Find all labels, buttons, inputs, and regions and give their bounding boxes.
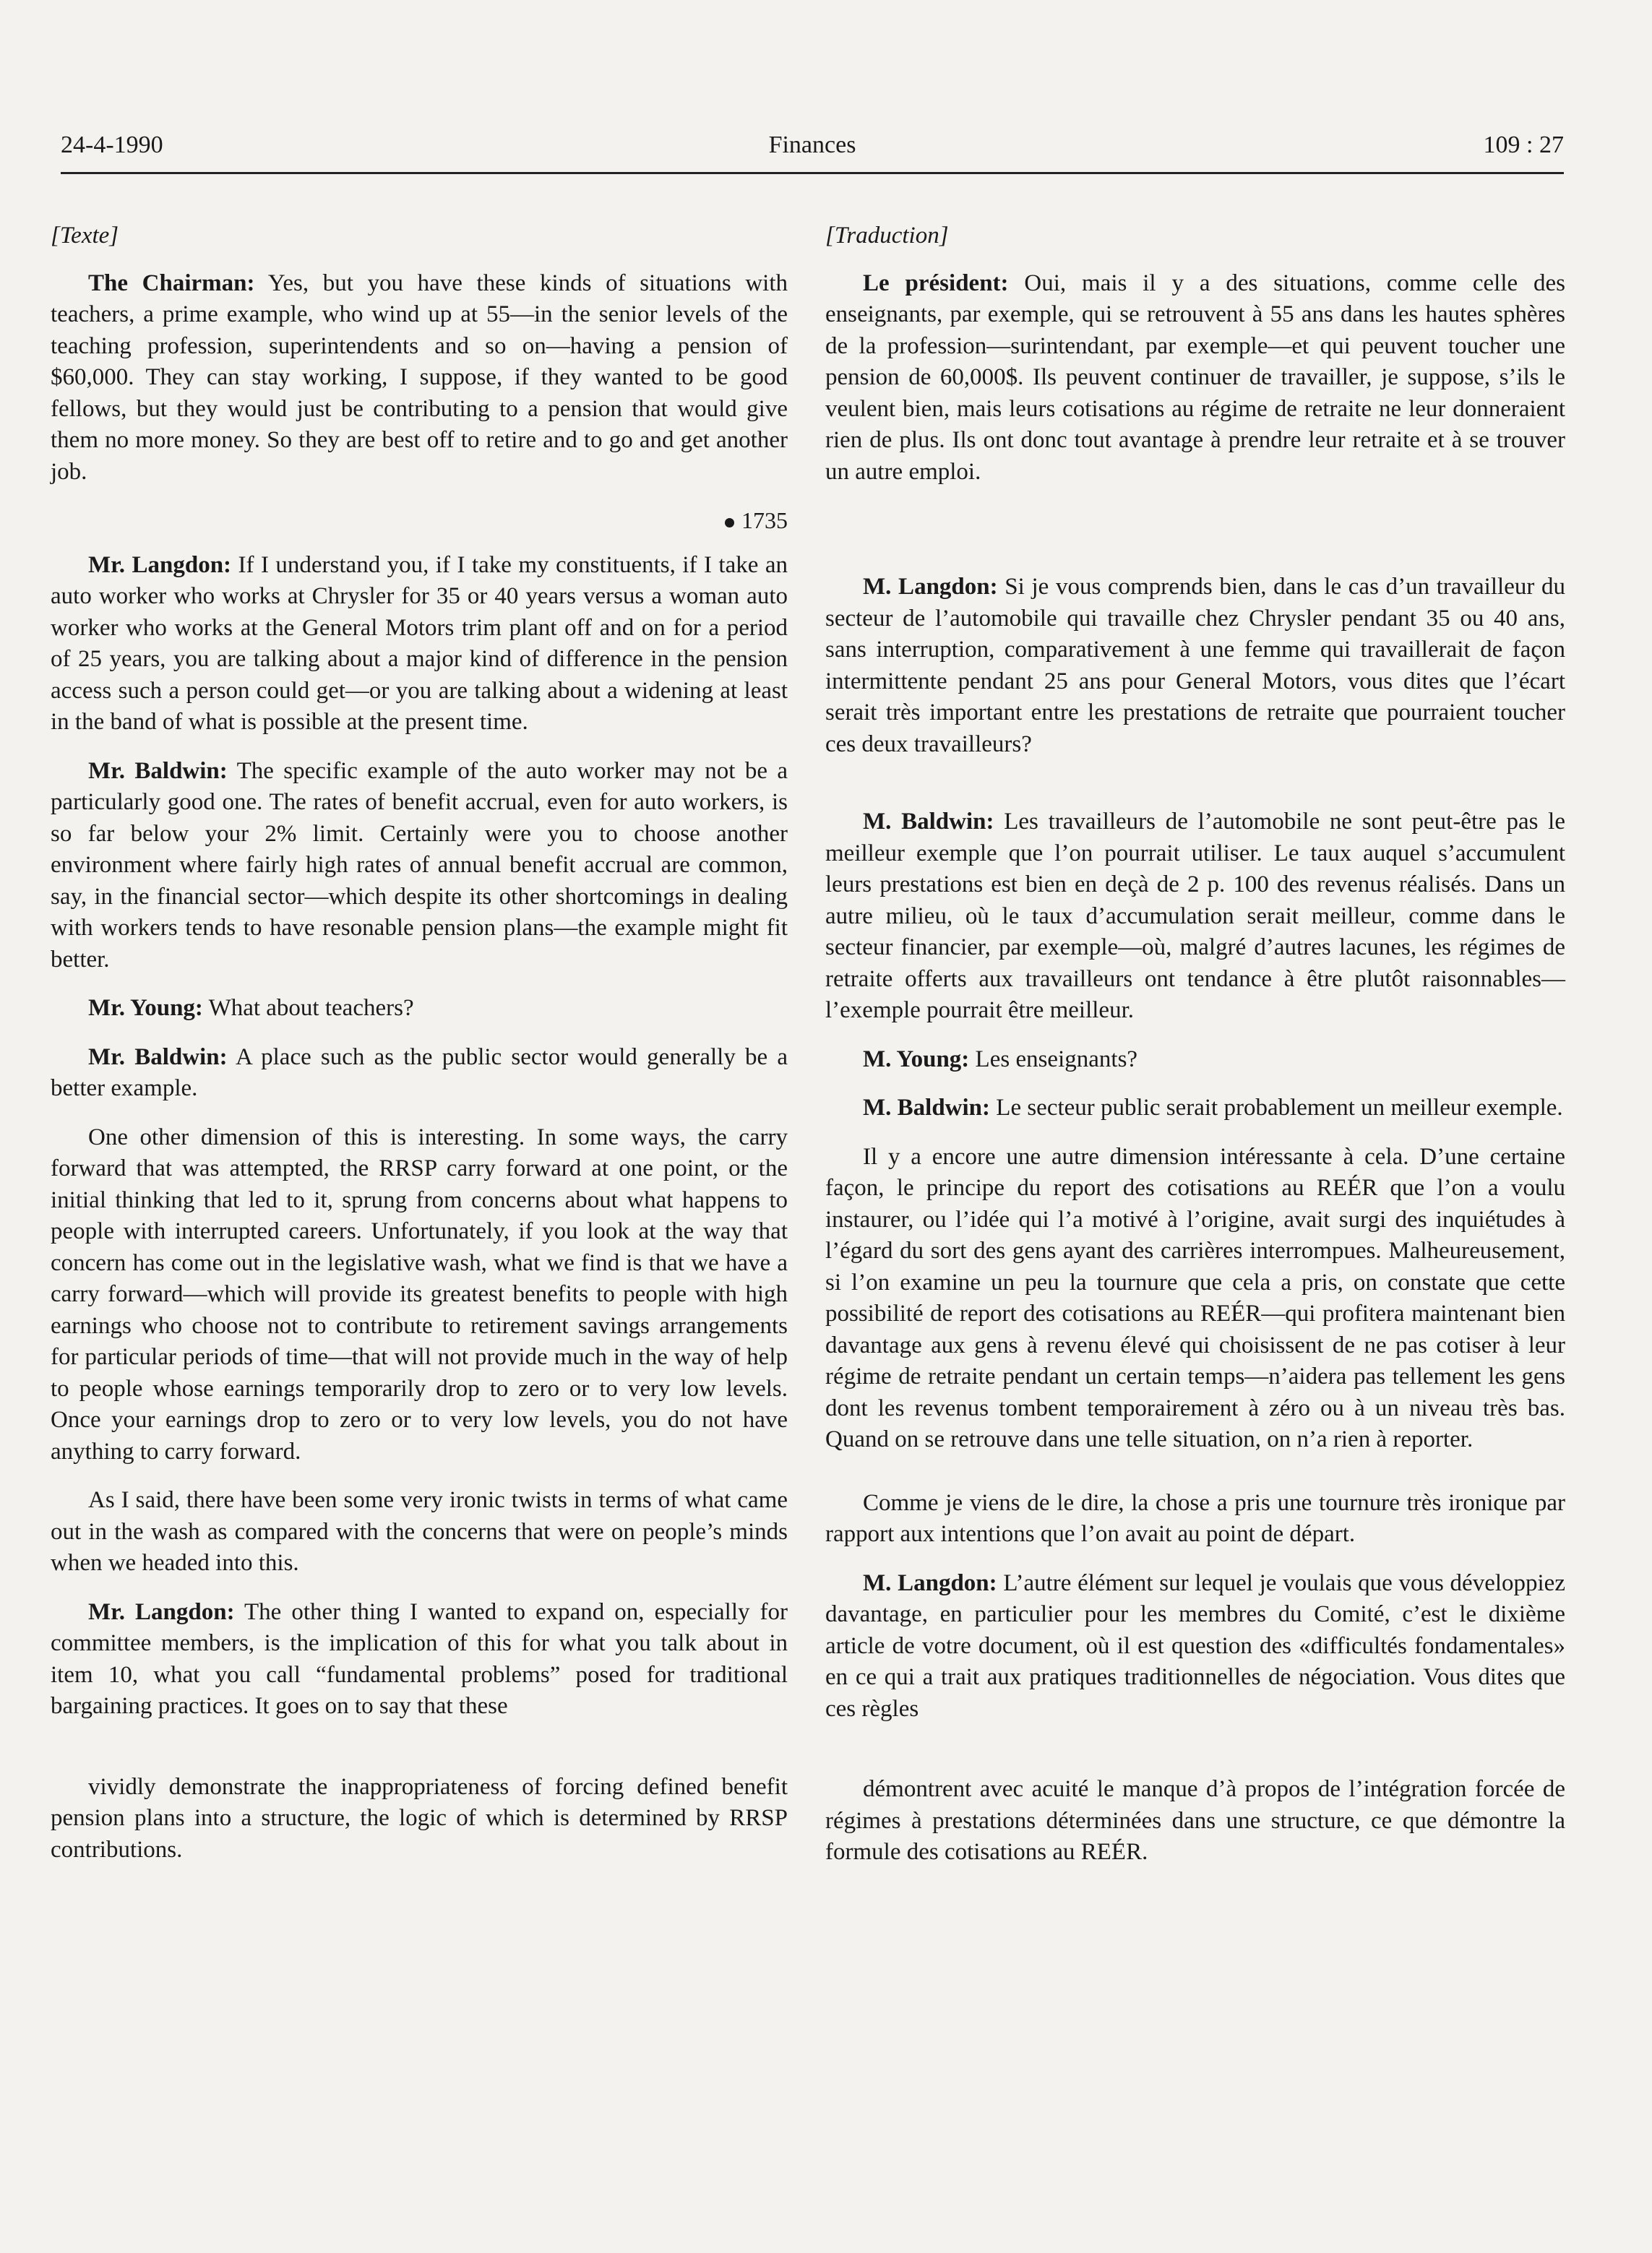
speech-text: If I understand you, if I take my constituents, if I take an auto worker who works at Chrysler for 35 or 40 years versus a woman auto worker who works at the General Motors trim plant off and on for a period of 25 years, you are talking about a major kind of difference in the pension access such a person could get—or you are talking about a widening at least in the band of what is possible at the present time. <box>51 551 788 735</box>
paragraph <box>51 1597 788 1723</box>
quoted-paragraph: vividly demonstrate the inappropriateness of forcing defined benefit pension plans into a structure, the logic of which is determined by RRSP contributions. <box>51 1773 788 1863</box>
speaker-name: The Chairman: <box>88 270 255 296</box>
paragraph <box>825 572 1565 760</box>
paragraph: Il y a encore une autre dimension intéressante à cela. D’une certaine façon, le principe du report des cotisations au REÉR que l’on a voulu instaurer, ou l’idée qui l’a motivé à l’origine, avait surgi des inquiétudes à l’égard du sort des gens ayant des carrières interrompues. Malheureusement, si l’on examine un peu la tournure que cela a pris, on constate que cette possibilité de report des cotisations au REÉR—qui profitera maintenant bien davantage aux gens à revenu élevé qui choisissent de ne pas cotiser à leur régime de retraite pendant un certain temps—n’aidera pas tellement les gens dont les revenus tombent temporairement à zéro ou à un niveau très bas. Quand on se retrouve dans une telle situation, on n’a rien à reporter. <box>825 1143 1565 1452</box>
paragraph <box>825 268 1565 488</box>
spacer <box>825 505 1565 572</box>
speaker-name: Le président: <box>863 270 1009 296</box>
speaker-name: Mr. Baldwin: <box>88 757 228 784</box>
paragraph <box>51 756 788 976</box>
spacer <box>825 1742 1565 1774</box>
speech-text: Yes, but you have these kinds of situations with teachers, a prime example, who wind up at 55—in the senior levels of the teaching profession, superintendents and so on—having a pension of $60,000. They can stay working, I suppose, if they wanted to be good fellows, but they would just be contributing to a pension that would give them no more money. So they are best off to retire and to go and get another job. <box>51 270 788 485</box>
speech-text: Oui, mais il y a des situations, comme celle des enseignants, par exemple, qui se retrouvent à 55 ans dans les hautes sphères de la profession—surintendant, par exemple—et qui peuvent toucher une pension de 60,000$. Ils peuvent continuer de travailler, je suppose, s’ils le veulent bien, mais leurs cotisations au régime de retraite ne leur donneraient rien de plus. Ils ont donc tout avantage à prendre leur retraite et à se trouver un autre emploi. <box>825 270 1565 485</box>
french-column <box>825 206 1565 1886</box>
paragraph <box>825 1093 1565 1124</box>
bullet-icon <box>725 518 734 527</box>
paragraph <box>825 1044 1565 1076</box>
speaker-name: M. Langdon: <box>863 574 998 600</box>
header-title: Finances <box>768 132 856 158</box>
paragraph <box>825 1568 1565 1726</box>
paragraph: Comme je viens de le dire, la chose a pris une tournure très ironique par rapport aux intentions que l’on avait au point de départ. <box>825 1489 1565 1547</box>
speaker-name: Mr. Baldwin: <box>88 1043 228 1070</box>
speaker-name: M. Baldwin: <box>863 809 994 835</box>
speaker-name: Mr. Langdon: <box>88 1598 235 1625</box>
page-header <box>61 129 1564 174</box>
spacer <box>825 777 1565 806</box>
timestamp-marker <box>51 505 788 537</box>
paragraph <box>51 1042 788 1105</box>
paragraph <box>51 550 788 738</box>
language-tag: [Texte] <box>51 223 119 249</box>
english-column <box>51 206 788 1883</box>
speech-text: The other thing I wanted to expand on, especially for committee members, is the implication of this for what you talk about in item 10, what you call “fundamental problems” posed for traditional bargaining practices. It goes on to say that these <box>51 1598 788 1719</box>
speech-text: L’autre élément sur lequel je voulais que vous développiez davantage, en particulier pour les membres du Comité, c’est le dixième article de votre document, où il est question des «difficultés fondamentales» en ce qui a trait aux pratiques traditionnelles de négociation. Vous dites que ces règles <box>825 1569 1565 1722</box>
speaker-name: M. Baldwin: <box>863 1095 991 1121</box>
speaker-name: Mr. Young: <box>88 995 203 1021</box>
speech-text: Les enseignants? <box>969 1046 1138 1072</box>
paragraph: As I said, there have been some very ironic twists in terms of what came out in the wash as compared with the concerns that were on people’s minds when we headed into this. <box>51 1487 788 1576</box>
quoted-paragraph: démontrent avec acuité le manque d’à propos de l’intégration forcée de régimes à prestations déterminées dans une structure, ce que démontre la formule des cotisations au REÉR. <box>825 1776 1565 1865</box>
spacer <box>51 1740 788 1772</box>
speech-text: Si je vous comprends bien, dans le cas d’un travailleur du secteur de l’automobile qui travaille chez Chrysler pendant 35 ou 40 ans, sans interruption, comparativement à une femme qui travaillerait de façon intermittente pendant 25 ans pour General Motors, vous dites que l’écart serait très important entre les prestations de retraite que pourraient toucher ces deux travailleurs? <box>825 574 1565 757</box>
spacer <box>825 1473 1565 1488</box>
speaker-name: Mr. Langdon: <box>88 551 232 578</box>
timestamp-value: 1735 <box>741 507 788 533</box>
header-date: 24-4-1990 <box>61 132 163 158</box>
paragraph <box>825 806 1565 1027</box>
paragraph <box>51 993 788 1025</box>
speech-text: What about teachers? <box>202 995 414 1021</box>
speech-text: A place such as the public sector would generally be a better example. <box>51 1043 788 1101</box>
speaker-name: M. Langdon: <box>863 1569 997 1596</box>
speech-text: Le secteur public serait probablement un meilleur exemple. <box>990 1095 1563 1121</box>
paragraph: One other dimension of this is interesting. In some ways, the carry forward that was attempted, the RRSP carry forward at one point, or the initial thinking that led to it, sprung from concerns about what happens to people with interrupted careers. Unfortunately, if you look at the way that concern has come out in the legislative wash, what we find is that we have a carry forward—which will provide its greatest benefits to people with high earnings who choose not to contribute to retirement savings arrangements for particular periods of time—that will not provide much in the way of help to people whose earnings temporarily drop to zero or to very low levels. Once your earnings drop to zero or to very low levels, you do not have anything to carry forward. <box>51 1124 788 1465</box>
speech-text: Les travailleurs de l’automobile ne sont peut-être pas le meilleur exemple que l’on pourrait utiliser. Le taux auquel s’accumulent leurs prestations est bien en deçà de 2 p. 100 des revenus réalisés. Dans un autre milieu, où le taux d’accumulation serait meilleur, comme dans le secteur financier, par exemple—où, malgré d’autres lacunes, les régimes de retraite offerts aux travailleurs ont tendance à être plutôt raisonnables—l’exemple pourrait être meilleur. <box>825 809 1566 1023</box>
speech-text: The specific example of the auto worker may not be a particularly good one. The rates of benefit accrual, even for auto workers, is so far below your 2% limit. Certainly were you to choose another environment where fairly high rates of annual benefit accrual are common, say, in the financial sector—which despite its other shortcomings in dealing with workers tends to have resonable pension plans—the example might fit better. <box>51 757 788 973</box>
speaker-name: M. Young: <box>863 1046 970 1072</box>
header-page-number: 109 : 27 <box>1483 132 1564 158</box>
paragraph <box>51 268 788 488</box>
language-tag: [Traduction] <box>825 223 949 249</box>
